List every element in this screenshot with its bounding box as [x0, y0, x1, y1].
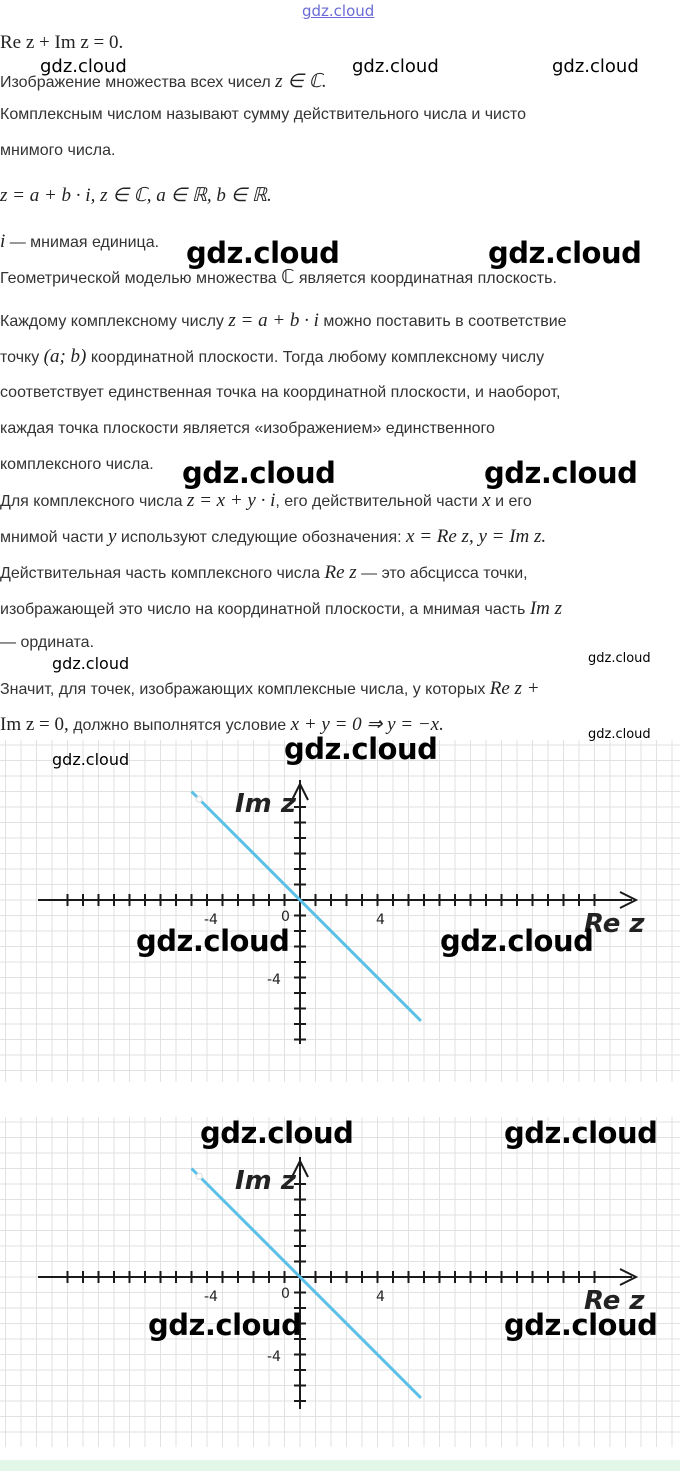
tick-label: 4 — [376, 912, 385, 928]
math-span: Im z — [529, 598, 563, 619]
watermark: gdz.cloud — [488, 236, 642, 270]
y-axis-label: Im z — [235, 789, 296, 819]
text-span: точку — [0, 349, 44, 366]
equation-complex-number: z = a + b · i, z ∈ ℂ, a ∈ ℝ, b ∈ ℝ. — [0, 185, 272, 206]
watermark: gdz.cloud — [504, 1116, 658, 1150]
text-span: Значит, для точек, изображающих комплексные числа, у которых — [0, 681, 490, 698]
watermark: gdz.cloud — [148, 1308, 302, 1342]
line-y-equals-minus-x — [192, 792, 421, 1021]
text-line — [0, 526, 546, 548]
text-line: мнимого числа. — [0, 142, 116, 159]
watermark: gdz.cloud — [52, 750, 130, 769]
x-axis-label: Re z — [584, 1286, 645, 1316]
y-axis-label: Im z — [235, 1166, 296, 1196]
text-span: является координатная плоскость. — [294, 270, 557, 287]
watermark: gdz.cloud — [284, 732, 438, 766]
site-link[interactable]: gdz.cloud — [302, 2, 375, 20]
math-span: Re z — [324, 562, 357, 583]
text-span: мнимой части — [0, 529, 108, 546]
line-end-marker — [196, 796, 202, 802]
math-span: x — [482, 490, 491, 511]
x-axis-label: Re z — [584, 909, 645, 939]
text-span: можно поставить в соответствие — [318, 313, 567, 330]
text-line: каждая точка плоскости является «изображением» единственного — [0, 420, 495, 437]
watermark: gdz.cloud — [52, 654, 130, 673]
text-line: Комплексным числом называют сумму действительного числа и чисто — [0, 106, 527, 123]
text-span: — это абсцисса точки, — [356, 565, 528, 582]
text-span: должно выполнятся условие — [68, 717, 291, 734]
text-line: соответствует единственная точка на координатной плоскости, и наоборот, — [0, 384, 561, 401]
text-line — [0, 562, 528, 584]
line-end-marker — [196, 1173, 202, 1179]
text-line: комплексного числа. — [0, 456, 154, 473]
tick-label: -4 — [267, 972, 281, 988]
text-line — [0, 598, 562, 620]
watermark: gdz.cloud — [588, 727, 651, 742]
equation-re-im: Re z + Im z = 0. — [0, 32, 124, 53]
complex-plane-graph — [0, 740, 680, 1082]
text-span: — мнимая единица. — [5, 234, 160, 251]
text-span: изображающей это число на координатной плоскости, а мнимая часть — [0, 601, 530, 618]
tick-label: -4 — [267, 1349, 281, 1365]
text-span: Изображение множества всех чисел — [0, 74, 276, 91]
text-line — [0, 490, 532, 512]
text-line — [0, 310, 567, 332]
text-span: Геометрической моделью множества — [0, 270, 282, 287]
text-span: используют следующие обозначения: — [116, 529, 407, 546]
watermark: gdz.cloud — [588, 651, 651, 666]
math-span: z = a + b · i — [228, 310, 319, 331]
watermark: gdz.cloud — [200, 1116, 354, 1150]
math-span: (a; b) — [43, 346, 87, 367]
text-span: координатной плоскости. Тогда любому комплексному числу — [86, 349, 545, 366]
line-y-equals-minus-x — [192, 1169, 421, 1398]
watermark: gdz.cloud — [484, 456, 638, 490]
text-span: , его действительной части — [275, 493, 483, 510]
math-span: Re z + — [489, 678, 540, 699]
math-span: Im z = 0, — [0, 714, 69, 735]
watermark: gdz.cloud — [186, 236, 340, 270]
watermark: gdz.cloud — [136, 924, 290, 958]
math-span: x + y = 0 ⇒ y = −x. — [290, 714, 444, 735]
tick-label: 4 — [376, 1289, 385, 1305]
tick-label: 0 — [281, 1286, 290, 1302]
text-span: Действительная часть комплексного числа — [0, 565, 325, 582]
watermark: gdz.cloud — [182, 456, 336, 490]
math-span: z = x + y · i — [186, 490, 276, 511]
text-span: Для комплексного числа — [0, 493, 187, 510]
text-line — [0, 346, 544, 368]
watermark: gdz.cloud — [40, 56, 127, 77]
watermark: gdz.cloud — [440, 924, 594, 958]
tick-label: -4 — [204, 1289, 218, 1305]
math-span: i — [0, 231, 6, 252]
watermark: gdz.cloud — [352, 56, 439, 77]
text-span: Каждому комплексному числу — [0, 313, 229, 330]
text-line — [0, 231, 159, 253]
watermark: gdz.cloud — [504, 1308, 658, 1342]
text-span: и его — [490, 493, 532, 510]
tick-label: 0 — [281, 909, 290, 925]
math-span: y — [108, 526, 117, 547]
footer-strip — [0, 1460, 680, 1471]
math-span: ℂ — [281, 267, 295, 288]
math-span: z ∈ ℂ. — [275, 71, 327, 92]
math-span: x = Re z, y = Im z. — [406, 526, 547, 547]
text-line — [0, 678, 540, 700]
tick-label: -4 — [204, 912, 218, 928]
complex-plane-graph — [0, 1117, 680, 1447]
watermark: gdz.cloud — [552, 56, 639, 77]
text-line: — ордината. — [0, 634, 95, 651]
